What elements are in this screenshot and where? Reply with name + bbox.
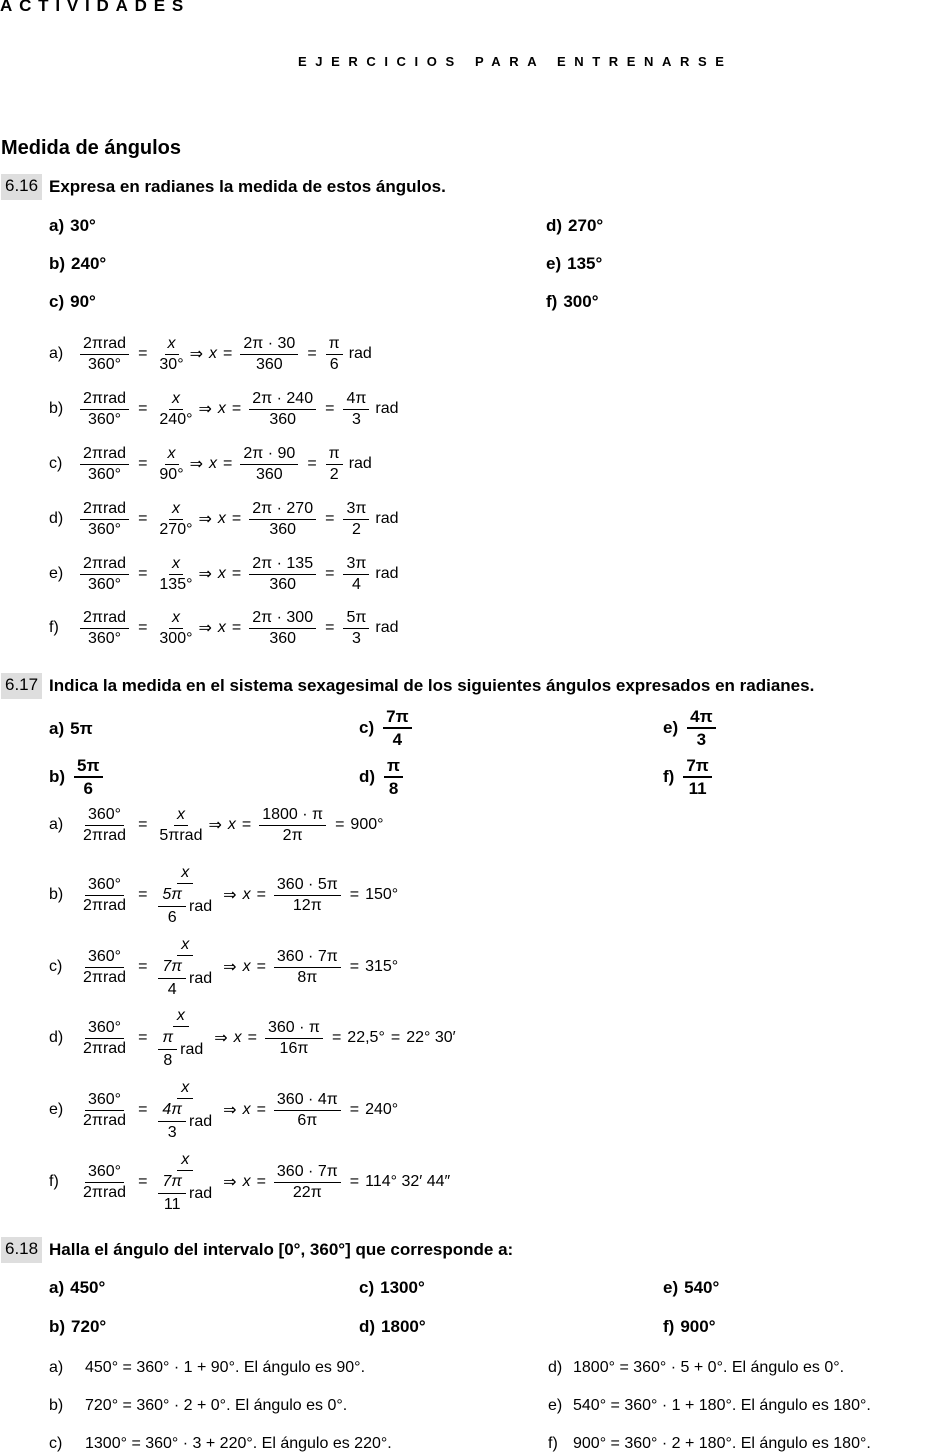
variable: x — [217, 510, 226, 528]
fraction-denominator: 360 — [269, 520, 297, 538]
fraction-denominator: 135° — [159, 575, 193, 593]
problem-question: Halla el ángulo del intervalo [0°, 360°] que corresponde a: — [49, 1240, 514, 1259]
item-value: 1800° — [381, 1317, 426, 1336]
equals-sign: = — [390, 1029, 401, 1047]
solution-label: f) — [548, 1435, 558, 1452]
fraction-denominator: 360 — [269, 575, 297, 593]
unit-rad: rad — [348, 345, 372, 363]
problem-number: 6.16 — [1, 174, 42, 200]
item-value: 5π — [70, 719, 93, 738]
equals-sign: = — [138, 1101, 148, 1119]
problem-question: Expresa en radianes la medida de estos ángulos. — [49, 177, 446, 196]
result-value: 150° — [365, 886, 399, 904]
item-value: 720° — [71, 1317, 107, 1336]
fraction-denominator: 6 — [83, 779, 94, 799]
fraction-denominator: 3 — [696, 730, 707, 750]
result-value-alt: 22° 30′ — [406, 1029, 456, 1047]
variable: x — [217, 400, 226, 418]
equals-sign: = — [138, 345, 148, 363]
fraction-numerator: 2π · 90 — [240, 445, 298, 465]
fraction-numerator: x — [177, 1151, 193, 1171]
fraction-numerator: 2πrad — [80, 609, 129, 629]
result-value: 114° 32′ 44″ — [365, 1173, 451, 1191]
result-value: 900° — [350, 816, 384, 834]
item-value: 450° — [70, 1278, 106, 1297]
fraction-numerator: 360 · 4π — [274, 1091, 341, 1111]
implies-sign: ⇒ — [189, 346, 204, 364]
variable: x — [227, 816, 236, 834]
solution-row — [548, 1435, 871, 1453]
item-label: f) — [663, 1317, 675, 1336]
equals-sign: = — [138, 1029, 148, 1047]
item-label: c) — [359, 718, 375, 738]
fraction-numerator: 7π — [158, 1173, 186, 1193]
solution-row — [49, 555, 399, 594]
list-item — [663, 756, 715, 798]
fraction-denominator: 360° — [87, 355, 122, 373]
equals-sign: = — [138, 565, 148, 583]
item-label: d) — [359, 1317, 376, 1336]
fraction-denominator: 22π — [292, 1183, 322, 1201]
implies-sign: ⇒ — [223, 1102, 237, 1120]
variable: x — [242, 1173, 251, 1191]
fraction-numerator: 4π — [343, 390, 369, 410]
list-item — [49, 292, 96, 312]
item-value: 240° — [71, 254, 107, 273]
fraction-numerator: 360° — [85, 1091, 124, 1111]
fraction-denominator: 4 — [351, 575, 361, 593]
solution-label: b) — [49, 886, 64, 904]
list-item — [546, 292, 599, 312]
unit-rad: rad — [189, 897, 213, 915]
equals-sign: = — [331, 1029, 342, 1047]
problem-question: Indica la medida en el sistema sexagesimal de los siguientes ángulos expresados en radianes. — [49, 676, 815, 695]
equals-sign: = — [325, 400, 335, 418]
solution-text: 1300° = 360° · 3 + 220°. El ángulo es 220°. — [85, 1435, 392, 1452]
fraction-numerator: x — [173, 1007, 189, 1027]
solution-row — [548, 1397, 871, 1415]
unit-rad: rad — [375, 619, 399, 637]
fraction-denominator: 2πrad — [83, 1111, 127, 1129]
item-value: 30° — [70, 216, 96, 235]
equals-sign: = — [325, 619, 335, 637]
unit-rad: rad — [375, 510, 399, 528]
equals-sign: = — [138, 510, 148, 528]
fraction-denominator: 3 — [351, 410, 361, 428]
fraction-numerator: 2πrad — [80, 500, 129, 520]
solution-label: c) — [49, 958, 63, 976]
fraction-numerator: 360° — [85, 1019, 124, 1039]
solution-row — [49, 1359, 365, 1377]
solution-row — [49, 936, 398, 999]
fraction-denominator: 3 — [351, 629, 361, 647]
fraction-numerator: 360 · π — [265, 1019, 323, 1039]
fraction-denominator: 2πrad — [83, 896, 127, 914]
unit-rad: rad — [189, 1184, 213, 1202]
solution-label: c) — [49, 1435, 63, 1452]
list-item — [546, 254, 602, 274]
solution-text: 450° = 360° · 1 + 90°. El ángulo es 90°. — [85, 1359, 366, 1376]
equals-sign: = — [138, 886, 148, 904]
item-value: 540° — [684, 1278, 720, 1297]
fraction-numerator: x — [174, 806, 188, 826]
solution-row — [49, 864, 398, 927]
fraction-denominator: 240° — [159, 410, 193, 428]
list-item — [359, 1278, 425, 1298]
item-value: 90° — [70, 292, 96, 311]
fraction-numerator: 4π — [687, 707, 715, 729]
solution-label: d) — [49, 510, 64, 528]
variable: x — [209, 455, 218, 473]
fraction-numerator: x — [169, 500, 183, 520]
fraction-denominator: 5πrad — [159, 826, 203, 844]
solution-row — [49, 335, 372, 374]
fraction-denominator: 360 — [255, 465, 283, 483]
item-label: d) — [546, 216, 563, 235]
fraction-numerator: x — [177, 864, 193, 884]
implies-sign: ⇒ — [198, 566, 212, 584]
fraction-denominator: 8π — [297, 968, 318, 986]
fraction-numerator: 360° — [85, 876, 124, 896]
fraction-denominator: 90° — [159, 465, 184, 483]
implies-sign: ⇒ — [223, 959, 237, 977]
fraction-numerator: x — [169, 555, 183, 575]
variable: x — [242, 958, 251, 976]
fraction-numerator: 5π — [74, 756, 102, 778]
solution-row — [49, 1007, 456, 1070]
unit-rad: rad — [189, 1112, 213, 1130]
fraction-numerator: 2π · 270 — [249, 500, 316, 520]
item-label: c) — [49, 292, 65, 311]
equals-sign: = — [335, 816, 345, 834]
solution-label: d) — [49, 1029, 64, 1047]
fraction-denominator: 300° — [159, 629, 193, 647]
fraction-numerator: 2π · 300 — [249, 609, 316, 629]
fraction-numerator: 360° — [85, 806, 124, 826]
equals-sign: = — [241, 816, 252, 834]
fraction-denominator: 8 — [388, 779, 399, 799]
fraction-numerator: 360 · 7π — [274, 948, 341, 968]
solution-row — [49, 806, 384, 845]
solution-label: e) — [548, 1397, 563, 1414]
variable: x — [209, 345, 218, 363]
result-value: 315° — [365, 958, 399, 976]
solution-text: 720° = 360° · 2 + 0°. El ángulo es 0°. — [85, 1397, 348, 1414]
variable: x — [233, 1029, 242, 1047]
fraction-numerator: 2π · 240 — [249, 390, 316, 410]
fraction-denominator: 360° — [87, 629, 122, 647]
list-item — [49, 216, 96, 236]
item-label: a) — [49, 216, 65, 235]
fraction-denominator: 6π — [297, 1111, 318, 1129]
fraction-numerator: 3π — [343, 500, 369, 520]
solution-label: c) — [49, 455, 63, 473]
item-label: b) — [49, 254, 66, 273]
fraction-denominator: 2 — [351, 520, 361, 538]
equals-sign: = — [349, 886, 360, 904]
item-value: 1300° — [380, 1278, 425, 1297]
solution-text: 1800° = 360° · 5 + 0°. El ángulo es 0°. — [573, 1359, 845, 1376]
list-item — [546, 216, 603, 236]
solution-label: d) — [548, 1359, 563, 1376]
item-label: a) — [49, 719, 65, 738]
equals-sign: = — [138, 400, 148, 418]
unit-rad: rad — [180, 1040, 204, 1058]
list-item — [359, 707, 415, 749]
fraction-denominator: 2π — [282, 826, 303, 844]
fraction-numerator: 360° — [85, 948, 124, 968]
equals-sign: = — [138, 958, 148, 976]
fraction-denominator: 2πrad — [83, 968, 127, 986]
fraction-numerator: 4π — [158, 1101, 186, 1121]
fraction-denominator: 2πrad — [83, 1183, 127, 1201]
equals-sign: = — [231, 619, 242, 637]
solution-label: f) — [49, 1173, 59, 1191]
solution-label: e) — [49, 565, 64, 583]
equals-sign: = — [138, 455, 148, 473]
equals-sign: = — [138, 816, 148, 834]
fraction-denominator: 30° — [159, 355, 184, 373]
unit-rad: rad — [348, 455, 372, 473]
solution-label: b) — [49, 1397, 64, 1414]
solution-text: 900° = 360° · 2 + 180°. El ángulo es 180°. — [573, 1435, 871, 1452]
fraction-numerator: x — [169, 390, 183, 410]
fraction-denominator: 270° — [159, 520, 193, 538]
fraction-numerator: 7π — [158, 958, 186, 978]
fraction-numerator: 7π — [383, 707, 411, 729]
fraction-denominator: 6 — [167, 908, 177, 926]
fraction-denominator: 360° — [87, 520, 122, 538]
fraction-numerator: 3π — [343, 555, 369, 575]
fraction-numerator: x — [165, 445, 179, 465]
fraction-numerator: 2πrad — [80, 335, 129, 355]
fraction-numerator: 2πrad — [80, 555, 129, 575]
problem-number: 6.18 — [1, 1237, 42, 1263]
item-label: b) — [49, 767, 66, 787]
fraction-denominator: 2πrad — [83, 826, 127, 844]
solution-row — [548, 1359, 844, 1377]
item-label: e) — [546, 254, 562, 273]
implies-sign: ⇒ — [189, 456, 204, 474]
fraction-numerator: π — [158, 1029, 177, 1049]
item-label: a) — [49, 1278, 65, 1297]
equals-sign: = — [138, 1173, 148, 1191]
fraction-denominator: 4 — [392, 730, 403, 750]
fraction-denominator: 360 — [255, 355, 283, 373]
equals-sign: = — [349, 1173, 360, 1191]
solution-label: a) — [49, 1359, 64, 1376]
equals-sign: = — [349, 1101, 360, 1119]
equals-sign: = — [231, 400, 242, 418]
item-label: c) — [359, 1278, 375, 1297]
fraction-numerator: π — [384, 756, 403, 778]
list-item — [663, 707, 719, 749]
fraction-numerator: 7π — [683, 756, 711, 778]
fraction-numerator: 2πrad — [80, 390, 129, 410]
item-value: 900° — [680, 1317, 716, 1336]
item-label: f) — [663, 767, 675, 787]
fraction-numerator: x — [169, 609, 183, 629]
equals-sign: = — [256, 1173, 266, 1191]
fraction-denominator: 16π — [279, 1039, 309, 1057]
implies-sign: ⇒ — [223, 1174, 237, 1192]
equals-sign: = — [325, 565, 335, 583]
fraction-numerator: 5π — [158, 886, 186, 906]
fraction-denominator: 2 — [329, 465, 339, 483]
fraction-denominator: 360 — [269, 629, 297, 647]
fraction-denominator: 2πrad — [83, 1039, 127, 1057]
solution-text: 540° = 360° · 1 + 180°. El ángulo es 180°. — [573, 1397, 871, 1414]
list-item — [49, 719, 93, 739]
variable: x — [242, 1101, 251, 1119]
result-value: 240° — [365, 1101, 399, 1119]
equals-sign: = — [307, 345, 317, 363]
fraction-numerator: 360 · 7π — [274, 1163, 341, 1183]
result-value: 22,5° — [347, 1029, 385, 1047]
fraction-numerator: 2π · 30 — [240, 335, 298, 355]
fraction-numerator: 2π · 135 — [249, 555, 316, 575]
item-label: e) — [663, 718, 679, 738]
fraction-numerator: x — [165, 335, 179, 355]
implies-sign: ⇒ — [208, 817, 222, 835]
implies-sign: ⇒ — [198, 511, 212, 529]
equals-sign: = — [223, 455, 233, 473]
section-title: Medida de ángulos — [1, 137, 182, 159]
fraction-numerator: 5π — [343, 609, 369, 629]
solution-row — [49, 390, 399, 429]
fraction-numerator: 2πrad — [80, 445, 129, 465]
fraction-denominator: 8 — [163, 1051, 173, 1069]
list-item — [663, 1278, 719, 1298]
item-label: e) — [663, 1278, 679, 1297]
equals-sign: = — [307, 455, 317, 473]
fraction-denominator: 6 — [329, 355, 339, 373]
implies-sign: ⇒ — [198, 620, 212, 638]
solution-row — [49, 1079, 398, 1142]
fraction-denominator: 11 — [163, 1195, 181, 1213]
fraction-numerator: 360° — [85, 1163, 124, 1183]
list-item — [49, 254, 106, 274]
list-item — [359, 756, 406, 798]
fraction-denominator: 12π — [292, 896, 322, 914]
list-item — [49, 756, 106, 798]
fraction-numerator: x — [177, 1079, 193, 1099]
equals-sign: = — [256, 958, 266, 976]
solution-label: a) — [49, 345, 64, 363]
item-label: f) — [546, 292, 558, 311]
equals-sign: = — [247, 1029, 257, 1047]
item-value: 135° — [567, 254, 603, 273]
solution-row — [49, 609, 399, 648]
fraction-denominator: 360° — [87, 465, 122, 483]
fraction-numerator: x — [177, 936, 193, 956]
list-item — [359, 1317, 426, 1337]
item-label: d) — [359, 767, 376, 787]
fraction-numerator: 360 · 5π — [274, 876, 341, 896]
equals-sign: = — [231, 565, 242, 583]
fraction-denominator: 360° — [87, 410, 122, 428]
equals-sign: = — [256, 886, 266, 904]
solution-label: e) — [49, 1101, 64, 1119]
fraction-denominator: 360° — [87, 575, 122, 593]
list-item — [49, 1317, 106, 1337]
implies-sign: ⇒ — [198, 401, 212, 419]
list-item — [49, 1278, 105, 1298]
solution-row — [49, 1397, 347, 1415]
list-item — [663, 1317, 716, 1337]
header-subtitle: EJERCICIOS PARA ENTRENARSE — [298, 54, 733, 69]
variable: x — [217, 565, 226, 583]
solution-label: b) — [49, 400, 64, 418]
variable: x — [242, 886, 251, 904]
unit-rad: rad — [189, 969, 213, 987]
solution-row — [49, 1435, 392, 1453]
solution-row — [49, 500, 399, 539]
solution-label: a) — [49, 816, 64, 834]
problem-number: 6.17 — [1, 673, 42, 699]
fraction-denominator: 4 — [167, 980, 177, 998]
fraction-numerator: π — [326, 445, 343, 465]
implies-sign: ⇒ — [214, 1030, 228, 1048]
fraction-denominator: 11 — [688, 779, 707, 799]
item-value: 270° — [568, 216, 604, 235]
unit-rad: rad — [375, 400, 399, 418]
equals-sign: = — [231, 510, 242, 528]
variable: x — [217, 619, 226, 637]
fraction-numerator: π — [326, 335, 343, 355]
equals-sign: = — [256, 1101, 266, 1119]
implies-sign: ⇒ — [223, 887, 237, 905]
equals-sign: = — [223, 345, 233, 363]
solution-label: f) — [49, 619, 59, 637]
fraction-denominator: 3 — [167, 1123, 177, 1141]
header-title: ACTIVIDADES — [0, 0, 191, 15]
fraction-numerator: 1800 · π — [259, 806, 326, 826]
equals-sign: = — [349, 958, 360, 976]
item-label: b) — [49, 1317, 66, 1336]
solution-row — [49, 1151, 450, 1214]
unit-rad: rad — [375, 565, 399, 583]
item-value: 300° — [563, 292, 599, 311]
fraction-denominator: 360 — [269, 410, 297, 428]
equals-sign: = — [325, 510, 335, 528]
equals-sign: = — [138, 619, 148, 637]
solution-row — [49, 445, 372, 484]
